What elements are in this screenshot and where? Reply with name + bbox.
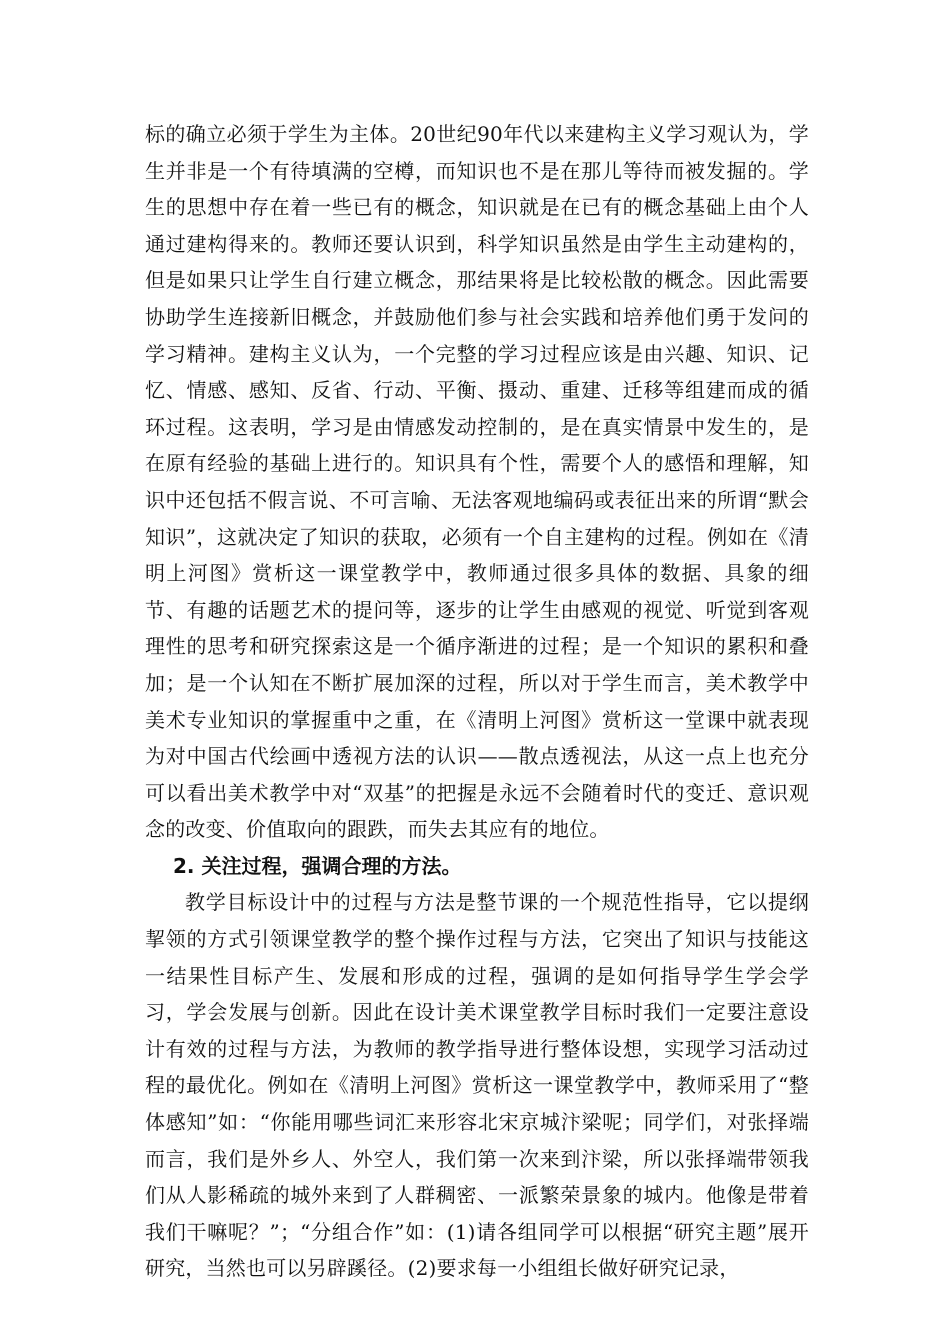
body-paragraph: 教学目标设计中的过程与方法是整节课的一个规范性指导，它以提纲挈领的方式引领课堂教学的整个操作过程与方法，它突出了知识与技能这一结果性目标产生、发展和形成的过程，强调的是如何指导学生学会学习，学会发展与创新。因此在设计美术课堂教学目标时我们一定要注意设计有效的过程与方法，为教师的教学指导进行整体设想，实现学习活动过程的最优化。例如在《清明上河图》赏析这一课堂教学中，教师采用了“整体感知”如：“你能用哪些词汇来形容北宋京城汴梁呢；同学们，对张择端而言，我们是外乡人、外空人，我们第一次来到汴梁，所以张择端带领我们从人影稀疏的城外来到了人群稠密、一派繁荣景象的城内。他像是带着我们干嘛呢？”；“分组合作”如：(1)请各组同学可以根据“研究主题”展开研究，当然也可以另辟蹊径。(2)要求每一小组组长做好研究记录，: [145, 890, 809, 1281]
body-paragraph: 标的确立必须于学生为主体。20世纪90年代以来建构主义学习观认为，学生并非是一个有待填满的空樽，而知识也不是在那儿等待而被发掘的。学生的思想中存在着一些已有的概念，知识就是在已有的概念基础上由个人通过建构得来的。教师还要认识到，科学知识虽然是由学生主动建构的，但是如果只让学生自行建立概念，那结果将是比较松散的概念。因此需要协助学生连接新旧概念，并鼓励他们参与社会实践和培养他们勇于发问的学习精神。建构主义认为，一个完整的学习过程应该是由兴趣、知识、记忆、情感、感知、反省、行动、平衡、摄动、重建、迁移等组建而成的循环过程。这表明，学习是由情感发动控制的，是在真实情景中发生的，是在原有经验的基础上进行的。知识具有个性，需要个人的感悟和理解，知识中还包括不假言说、不可言喻、无法客观地编码或表征出来的所谓“默会知识”，这就决定了知识的获取，必须有一个自主建构的过程。例如在《清明上河图》赏析这一课堂教学中，教师通过很多具体的数据、具象的细节、有趣的话题艺术的提问等，逐步的让学生由感观的视觉、听觉到客观理性的思考和研究探索这是一个循序渐进的过程；是一个知识的累积和叠加；是一个认知在不断扩展加深的过程，所以对于学生而言，美术教学中美术专业知识的掌握重中之重，在《清明上河图》赏析这一堂课中就表现为对中国古代绘画中透视方法的认识——散点透视法，从这一点上也充分可以看出美术教学中对“双基”的把握是永远不会随着时代的变迁、意识观念的改变、价值取向的跟跌，而失去其应有的地位。: [145, 122, 809, 842]
document-body: [145, 116, 809, 1287]
section-heading: 2. 关注过程，强调合理的方法。: [173, 853, 462, 878]
